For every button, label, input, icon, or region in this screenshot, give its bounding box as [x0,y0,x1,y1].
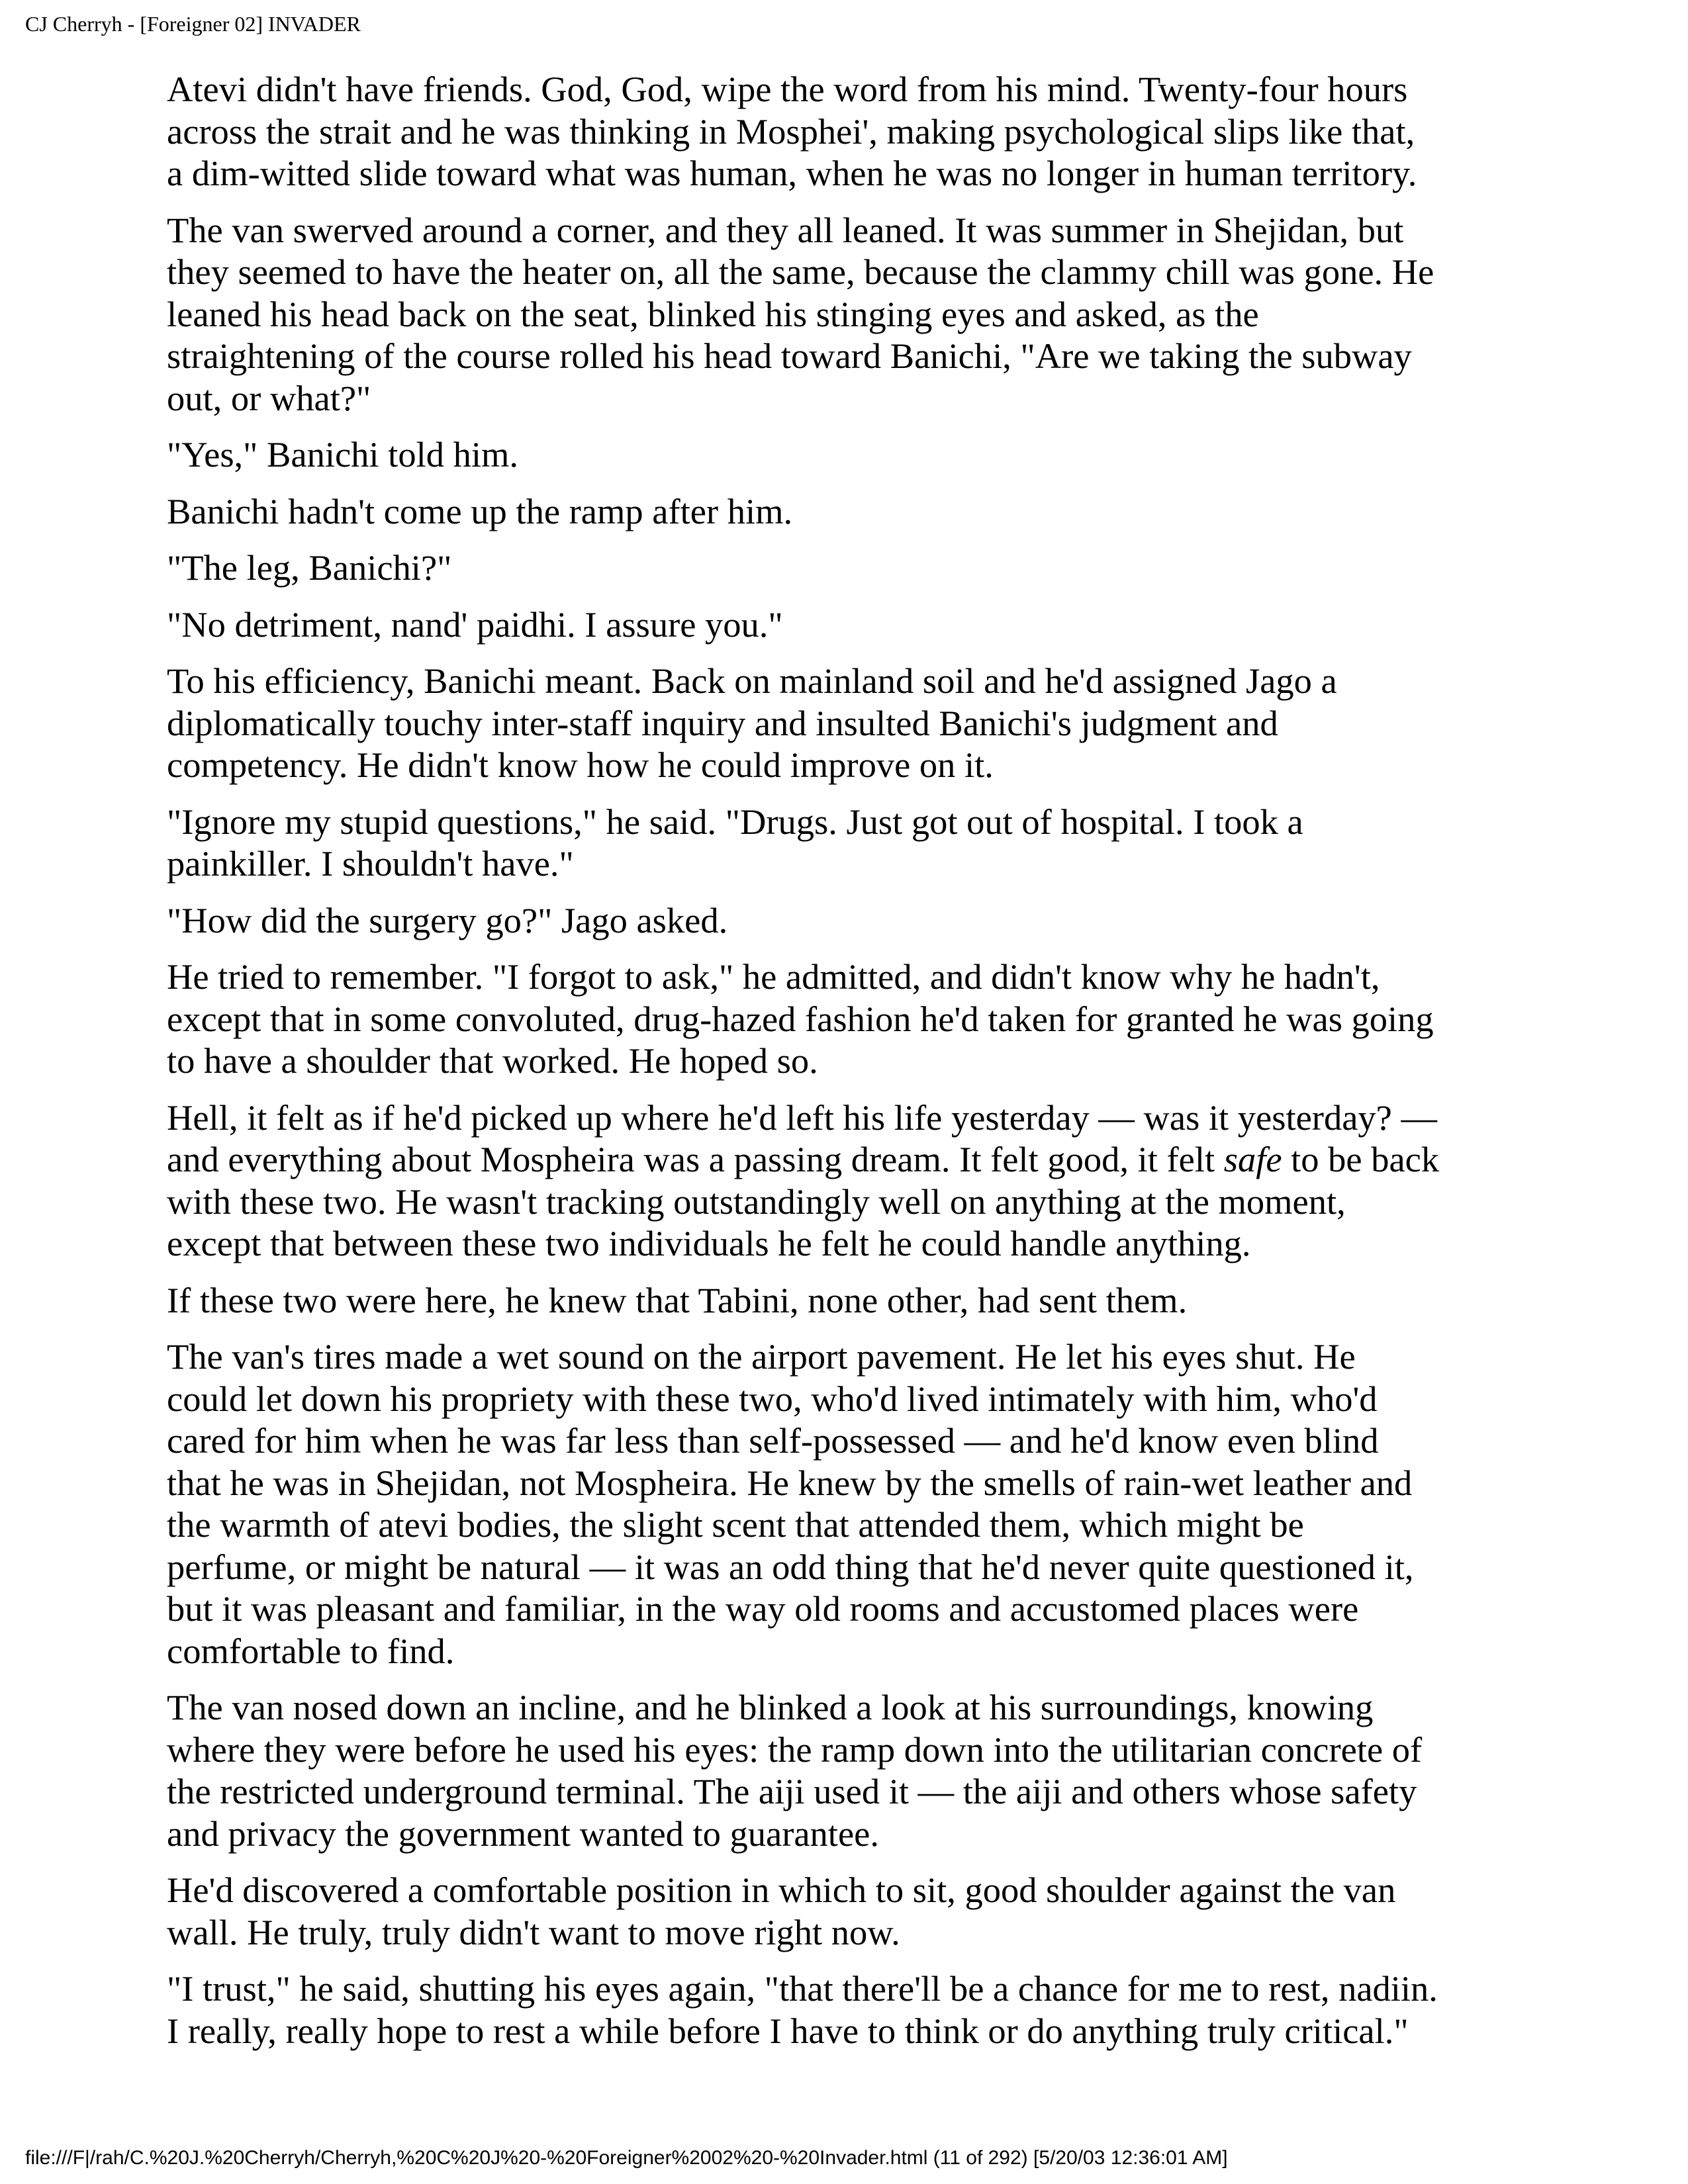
text-line: If these two were here, he knew that Tabini, none other, had sent them. [167,1279,1188,1320]
paragraph [167,604,1597,646]
emphasis: safe [1223,1139,1282,1179]
page-footer-path: file:///F|/rah/C.%20J.%20Cherryh/Cherryh,%20C%20J%20-%20Foreigner%2002%20-%20Invader.html (11 of 292) [5/20/03 12:36:01 AM] [25,2147,1228,2169]
text-line: Hell, it felt as if he'd picked up where he'd left his life yesterday — was it yesterday? — [167,1097,1437,1138]
body-text [167,68,1597,2066]
text-line: "Yes," Banichi told him. [167,434,519,475]
paragraph [167,956,1597,1082]
paragraph [167,1869,1597,1953]
text-line: "How did the surgery go?" Jago asked. [167,899,728,940]
paragraph [167,801,1597,885]
paragraph [167,547,1597,589]
paragraph [167,490,1597,533]
text-line: could let down his propriety with these two, who'd lived intimately with him, who'd [167,1378,1378,1419]
text-line: except that in some convoluted, drug-hazed fashion he'd taken for granted he was going [167,998,1434,1039]
text-line: except that between these two individuals he felt he could handle anything. [167,1223,1251,1263]
text-line: competency. He didn't know how he could improve on it. [167,745,994,785]
text-line: "Ignore my stupid questions," he said. "Drugs. Just got out of hospital. I took a [167,801,1303,842]
text-line: straightening of the course rolled his head toward Banichi, "Are we taking the subway [167,336,1412,376]
text-line: a dim-witted slide toward what was human, when he was no longer in human territory. [167,153,1417,193]
paragraph [167,433,1597,476]
text-line: "I trust," he said, shutting his eyes again, "that there'll be a chance for me to rest, nadiin. [167,1968,1438,2009]
text-line: and everything about Mospheira was a passing dream. It felt good, it felt safe to be back [167,1139,1440,1179]
text-line: "No detriment, nand' paidhi. I assure you." [167,604,783,645]
text-line: I really, really hope to rest a while before I have to think or do anything truly critical." [167,2010,1409,2051]
paragraph [167,1097,1597,1265]
page-header: CJ Cherryh - [Foreigner 02] INVADER [25,12,361,36]
text-line: diplomatically touchy inter-staff inquiry and insulted Banichi's judgment and [167,702,1278,743]
text-line: The van swerved around a corner, and they all leaned. It was summer in Shejidan, but [167,209,1404,250]
paragraph [167,68,1597,195]
text-line: out, or what?" [167,377,371,418]
text-line: Banichi hadn't come up the ramp after him. [167,490,793,531]
text-line: and privacy the government wanted to guarantee. [167,1813,879,1854]
text-line: He'd discovered a comfortable position in which to sit, good shoulder against the van [167,1870,1396,1910]
text-line: Atevi didn't have friends. God, God, wipe the word from his mind. Twenty-four hours [167,69,1408,109]
text-line: but it was pleasant and familiar, in the way old rooms and accustomed places were [167,1588,1359,1629]
text-line: painkiller. I shouldn't have." [167,843,574,884]
text-line: perfume, or might be natural — it was an odd thing that he'd never quite questioned it, [167,1546,1414,1587]
text-line: The van's tires made a wet sound on the airport pavement. He let his eyes shut. He [167,1336,1356,1377]
text-line: "The leg, Banichi?" [167,547,452,588]
text-line: cared for him when he was far less than self-possessed — and he'd know even blind [167,1420,1379,1461]
text-line: He tried to remember. "I forgot to ask," he admitted, and didn't know why he hadn't, [167,956,1380,997]
paragraph [167,1279,1597,1322]
paragraph [167,660,1597,786]
text-line: they seemed to have the heater on, all the same, because the clammy chill was gone. He [167,251,1434,292]
paragraph [167,899,1597,942]
paragraph [167,1686,1597,1854]
text-line: that he was in Shejidan, not Mospheira. He knew by the smells of rain-wet leather and [167,1462,1413,1503]
text-line: to have a shoulder that worked. He hoped so. [167,1040,818,1081]
paragraph [167,1968,1597,2052]
text-line: the restricted underground terminal. The aiji used it — the aiji and others whose safety [167,1771,1417,1811]
paragraph [167,209,1597,420]
text-line: with these two. He wasn't tracking outstandingly well on anything at the moment, [167,1181,1346,1222]
text-line: across the strait and he was thinking in Mosphei', making psychological slips like that, [167,111,1415,152]
text-line: comfortable to find. [167,1630,455,1671]
text-line: The van nosed down an incline, and he blinked a look at his surroundings, knowing [167,1687,1374,1727]
text-line: leaned his head back on the seat, blinked his stinging eyes and asked, as the [167,293,1259,334]
text-line: To his efficiency, Banichi meant. Back on mainland soil and he'd assigned Jago a [167,660,1337,701]
paragraph [167,1336,1597,1672]
text-line: the warmth of atevi bodies, the slight scent that attended them, which might be [167,1504,1304,1545]
text-line: where they were before he used his eyes: the ramp down into the utilitarian concrete of [167,1729,1423,1770]
text-line: wall. He truly, truly didn't want to move right now. [167,1911,900,1952]
